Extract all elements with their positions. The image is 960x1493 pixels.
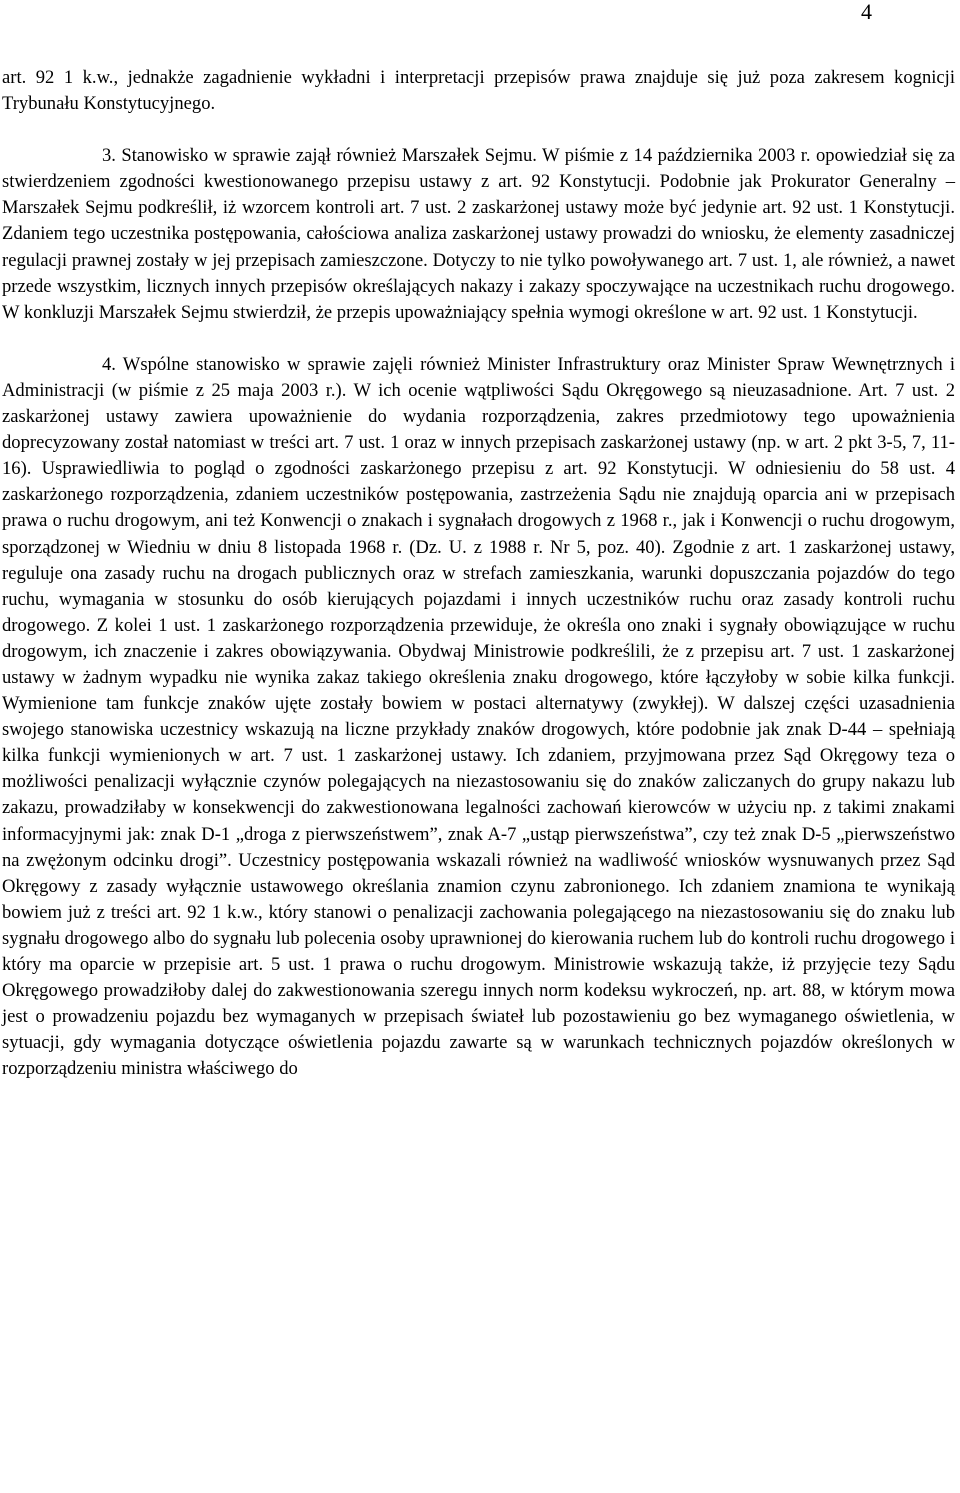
paragraph-gap: [2, 326, 955, 352]
paragraph-continuation: art. 92 1 k.w., jednakże zagadnienie wykładni i interpretacji przepisów prawa znajduje się już poza zakresem kognicji Trybunału Konstytucyjnego.: [2, 67, 955, 115]
paragraph-gap: [2, 117, 955, 143]
page-number: 4: [861, 0, 872, 24]
paragraph-3: 3. Stanowisko w sprawie zajął również Marszałek Sejmu. W piśmie z 14 października 2003 r. opowiedział się za stwierdzeniem zgodności kwestionowanego przepisu ustawy z art. 92 Konstytucji. Podobnie jak Prokurator Generalny – Marszałek Sejmu podkreślił, iż wzorcem kontroli art. 7 ust. 2 zaskarżonej ustawy może być jedynie art. 92 ust. 1 Konstytucji. Zdaniem tego uczestnika postępowania, całościowa analiza zaskarżonej ustawy prowadzi do wniosku, że elementy zasadniczej regulacji prawnej zostały w jej przepisach zamieszczone. Dotyczy to nie tylko powoływanego art. 7 ust. 1, ale również, a nawet przede wszystkim, licznych innych przepisów określających nakazy i zakazy spoczywające na uczestnikach ruchu drogowego. W konkluzji Marszałek Sejmu stwierdził, że przepis upoważniający spełnia wymogi określone w art. 92 ust. 1 Konstytucji.: [2, 145, 955, 323]
paragraph-4: 4. Wspólne stanowisko w sprawie zajęli również Minister Infrastruktury oraz Minister Spraw Wewnętrznych i Administracji (w piśmie z 25 maja 2003 r.). W ich ocenie wątpliwości Sądu Okręgowego są nieuzasadnione. Art. 7 ust. 2 zaskarżonej ustawy zawiera upoważnienie do wydania rozporządzenia, zakres przedmiotowy tego upoważnienia doprecyzowany został natomiast w treści art. 7 ust. 1 oraz w innych przepisach zaskarżonej ustawy (np. w art. 2 pkt 3-5, 7, 11-16). Usprawiedliwia to pogląd o zgodności zaskarżonego przepisu z art. 92 Konstytucji. W odniesieniu do 58 ust. 4 zaskarżonego rozporządzenia, zdaniem uczestników postępowania, zastrzeżenia Sądu nie znajdują oparcia ani w przepisach prawa o ruchu drogowym, ani też Konwencji o znakach i sygnałach drogowych z 1968 r., jak i Konwencji o ruchu drogowym, sporządzonej w Wiedniu w dniu 8 listopada 1968 r. (Dz. U. z 1988 r. Nr 5, poz. 40). Zgodnie z art. 1 zaskarżonej ustawy, reguluje ona zasady ruchu na drogach publicznych oraz w strefach zamieszkania, warunki dopuszczania pojazdów do tego ruchu, wymagania w stosunku do osób kierujących pojazdami i innych uczestników ruchu oraz zasady kontroli ruchu drogowego. Z kolei 1 ust. 1 zaskarżonego rozporządzenia przewiduje, że określa ono znaki i sygnały obowiązujące w ruchu drogowym, ich znaczenie i zakres obowiązywania. Obydwaj Ministrowie podkreślili, że z przepisu art. 7 ust. 1 zaskarżonej ustawy w żadnym wypadku nie wynika zakaz takiego określenia znaku drogowego, które łączyłoby w sobie kilka funkcji. Wymienione tam funkcje znaków ujęte zostały bowiem w postaci alternatywy (zwykłej). W dalszej części uzasadnienia swojego stanowiska uczestnicy wskazują na liczne przykłady znaków drogowych, które podobnie jak znak D-44 – spełniają kilka funkcji wymienionych w art. 7 ust. 1 zaskarżonej ustawy. Ich zdaniem, przyjmowana przez Sąd Okręgowy teza o możliwości penalizacji wyłącznie czynów polegających na niezastosowaniu się do znaków zaliczanych do grupy nakazu lub zakazu, prowadziłaby w konsekwencji do zakwestionowana legalności zachowań kierowców w użyciu np. z takimi znakami informacyjnymi jak: znak D-1 „droga z pierwszeństwem”, znak A-7 „ustąp pierwszeństwa”, czy też znak D-5 „pierwszeństwo na zwężonym odcinku drogi”. Uczestnicy postępowania wskazali również na wadliwość wniosków wysnuwanych przez Sąd Okręgowy z zasady wyłącznie ustawowego określania znamion czynu zabronionego. Ich zdaniem znamiona te wynikają bowiem już z treści art. 92 1 k.w., który stanowi o penalizacji zachowania polegającego na niezastosowaniu się do znaku lub sygnału drogowego albo do sygnału lub polecenia osoby uprawnionej do kierowania ruchem lub do kontroli ruchu drogowego i który ma oparcie w przepisie art. 5 ust. 1 prawa o ruchu drogowym. Ministrowie wskazują także, iż przyjęcie tezy Sądu Okręgowego prowadziłoby dalej do zakwestionowania szeregu innych norm kodeksu wykroczeń, np. art. 88, w którym mowa jest o prowadzeniu pojazdu bez wymaganych w przepisach świateł lub pozostawieniu go bez wymaganego oświetlenia, w sytuacji, gdy wymagania dotyczące oświetlenia pojazdu zawarte są w warunkach technicznych pojazdów określonych w rozporządzeniu ministra właściwego do: [2, 353, 955, 1080]
document-body: [2, 65, 955, 1082]
